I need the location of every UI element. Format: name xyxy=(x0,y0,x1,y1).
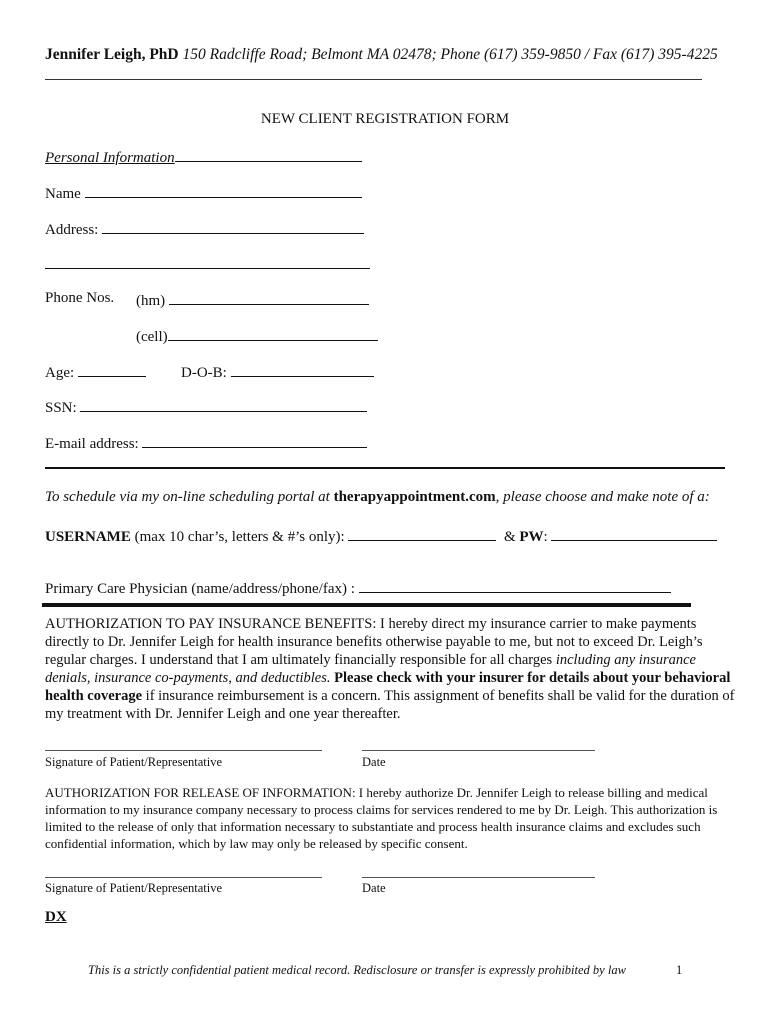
signature-label-2: Signature of Patient/Representative xyxy=(45,881,223,895)
practitioner-name: Jennifer Leigh, PhD xyxy=(45,46,179,63)
phone-hm-row xyxy=(136,290,369,310)
age-row xyxy=(45,362,146,382)
auth-pay-paragraph: AUTHORIZATION TO PAY INSURANCE BENEFITS: I hereby direct my insurance carrier to make payments directly to Dr. Jennifer Leigh for health insurance benefits otherwise payable to me, but not to exceed Dr. Leigh’s regular charges. I understand that I am ultimately financially responsible for all charges including any insurance denials, insurance co-payments, and deductibles. Please check with your insurer for details about your behavioral health coverage if insurance reimbursement is a concern. This assignment of benefits shall be valid for the duration of my treatment with Dr. Jennifer Leigh and one year thereafter. xyxy=(45,616,735,722)
dob-row xyxy=(181,362,374,382)
credentials-row: USERNAME (max 10 char’s, letters & #’s only): & PW: xyxy=(45,526,717,546)
address-field-1[interactable] xyxy=(102,219,364,234)
ssn-row xyxy=(45,397,367,417)
phone-hm-field[interactable] xyxy=(169,290,369,305)
email-field[interactable] xyxy=(142,433,367,448)
username-label: USERNAME xyxy=(45,529,131,545)
pcp-field[interactable] xyxy=(359,578,671,593)
letterhead xyxy=(45,46,718,64)
ssn-field[interactable] xyxy=(80,397,367,412)
address-field-2[interactable] xyxy=(45,254,370,269)
pw-field[interactable] xyxy=(551,526,717,541)
portal-link: therapyappointment.com xyxy=(333,489,496,505)
phone-row xyxy=(45,290,114,307)
phone-cell-label: (cell) xyxy=(136,329,168,345)
phone-cell-row xyxy=(136,326,378,346)
dob-field[interactable] xyxy=(231,362,374,377)
date-line-2[interactable] xyxy=(362,877,595,878)
age-field[interactable] xyxy=(78,362,146,377)
dx-label: DX xyxy=(45,909,67,925)
name-label: Name xyxy=(45,186,81,202)
date-label-1: Date xyxy=(362,755,386,769)
section-divider xyxy=(45,467,725,469)
page-number: 1 xyxy=(676,963,683,977)
date-line-1[interactable] xyxy=(362,750,595,751)
email-row xyxy=(45,433,367,453)
username-hint: (max 10 char’s, letters & #’s only): xyxy=(130,529,345,545)
name-row xyxy=(45,183,362,203)
signature-label-1: Signature of Patient/Representative xyxy=(45,755,223,769)
auth-divider xyxy=(42,603,691,607)
pcp-row xyxy=(45,578,671,598)
phone-cell-field[interactable] xyxy=(168,326,378,341)
signature-line-2[interactable] xyxy=(45,877,322,878)
address-row-2 xyxy=(45,254,370,274)
dob-label: D-O-B: xyxy=(181,365,227,381)
username-field[interactable] xyxy=(348,526,496,541)
confidentiality-footer: This is a strictly confidential patient medical record. Redisclosure or transfer is expressly prohibited by law xyxy=(88,963,626,977)
name-field[interactable] xyxy=(85,183,362,198)
scheduling-note: To schedule via my on-line scheduling portal at therapyappointment.com, please choose and make note of a: xyxy=(45,489,710,505)
letterhead-divider xyxy=(45,79,702,80)
address-label: Address: xyxy=(45,222,99,238)
phone-hm-label: (hm) xyxy=(136,293,166,309)
auth-release-paragraph: AUTHORIZATION FOR RELEASE OF INFORMATION: I hereby authorize Dr. Jennifer Leigh to release billing and medical information to my insurance company necessary to process claims for services rendered to me by Dr. Leigh. This authorization is limited to the release of only that information necessary to substantiate and process health insurance claims and excludes such confidential information, which by law may only be released by specific consent. xyxy=(45,785,718,851)
email-label: E-mail address: xyxy=(45,436,139,452)
phone-label: Phone Nos. xyxy=(45,290,115,306)
signature-line-1[interactable] xyxy=(45,750,322,751)
pcp-label: Primary Care Physician (name/address/phone/fax) : xyxy=(45,581,355,597)
age-label: Age: xyxy=(45,365,75,381)
form-title: NEW CLIENT REGISTRATION FORM xyxy=(260,111,510,127)
date-label-2: Date xyxy=(362,881,386,895)
ssn-label: SSN: xyxy=(45,400,77,416)
address-row xyxy=(45,219,364,239)
personal-info-heading: Personal Information xyxy=(45,147,362,167)
practitioner-contact: 150 Radcliffe Road; Belmont MA 02478; Phone (617) 359-9850 / Fax (617) 395-4225 xyxy=(182,46,718,63)
pw-label: PW xyxy=(519,529,544,545)
